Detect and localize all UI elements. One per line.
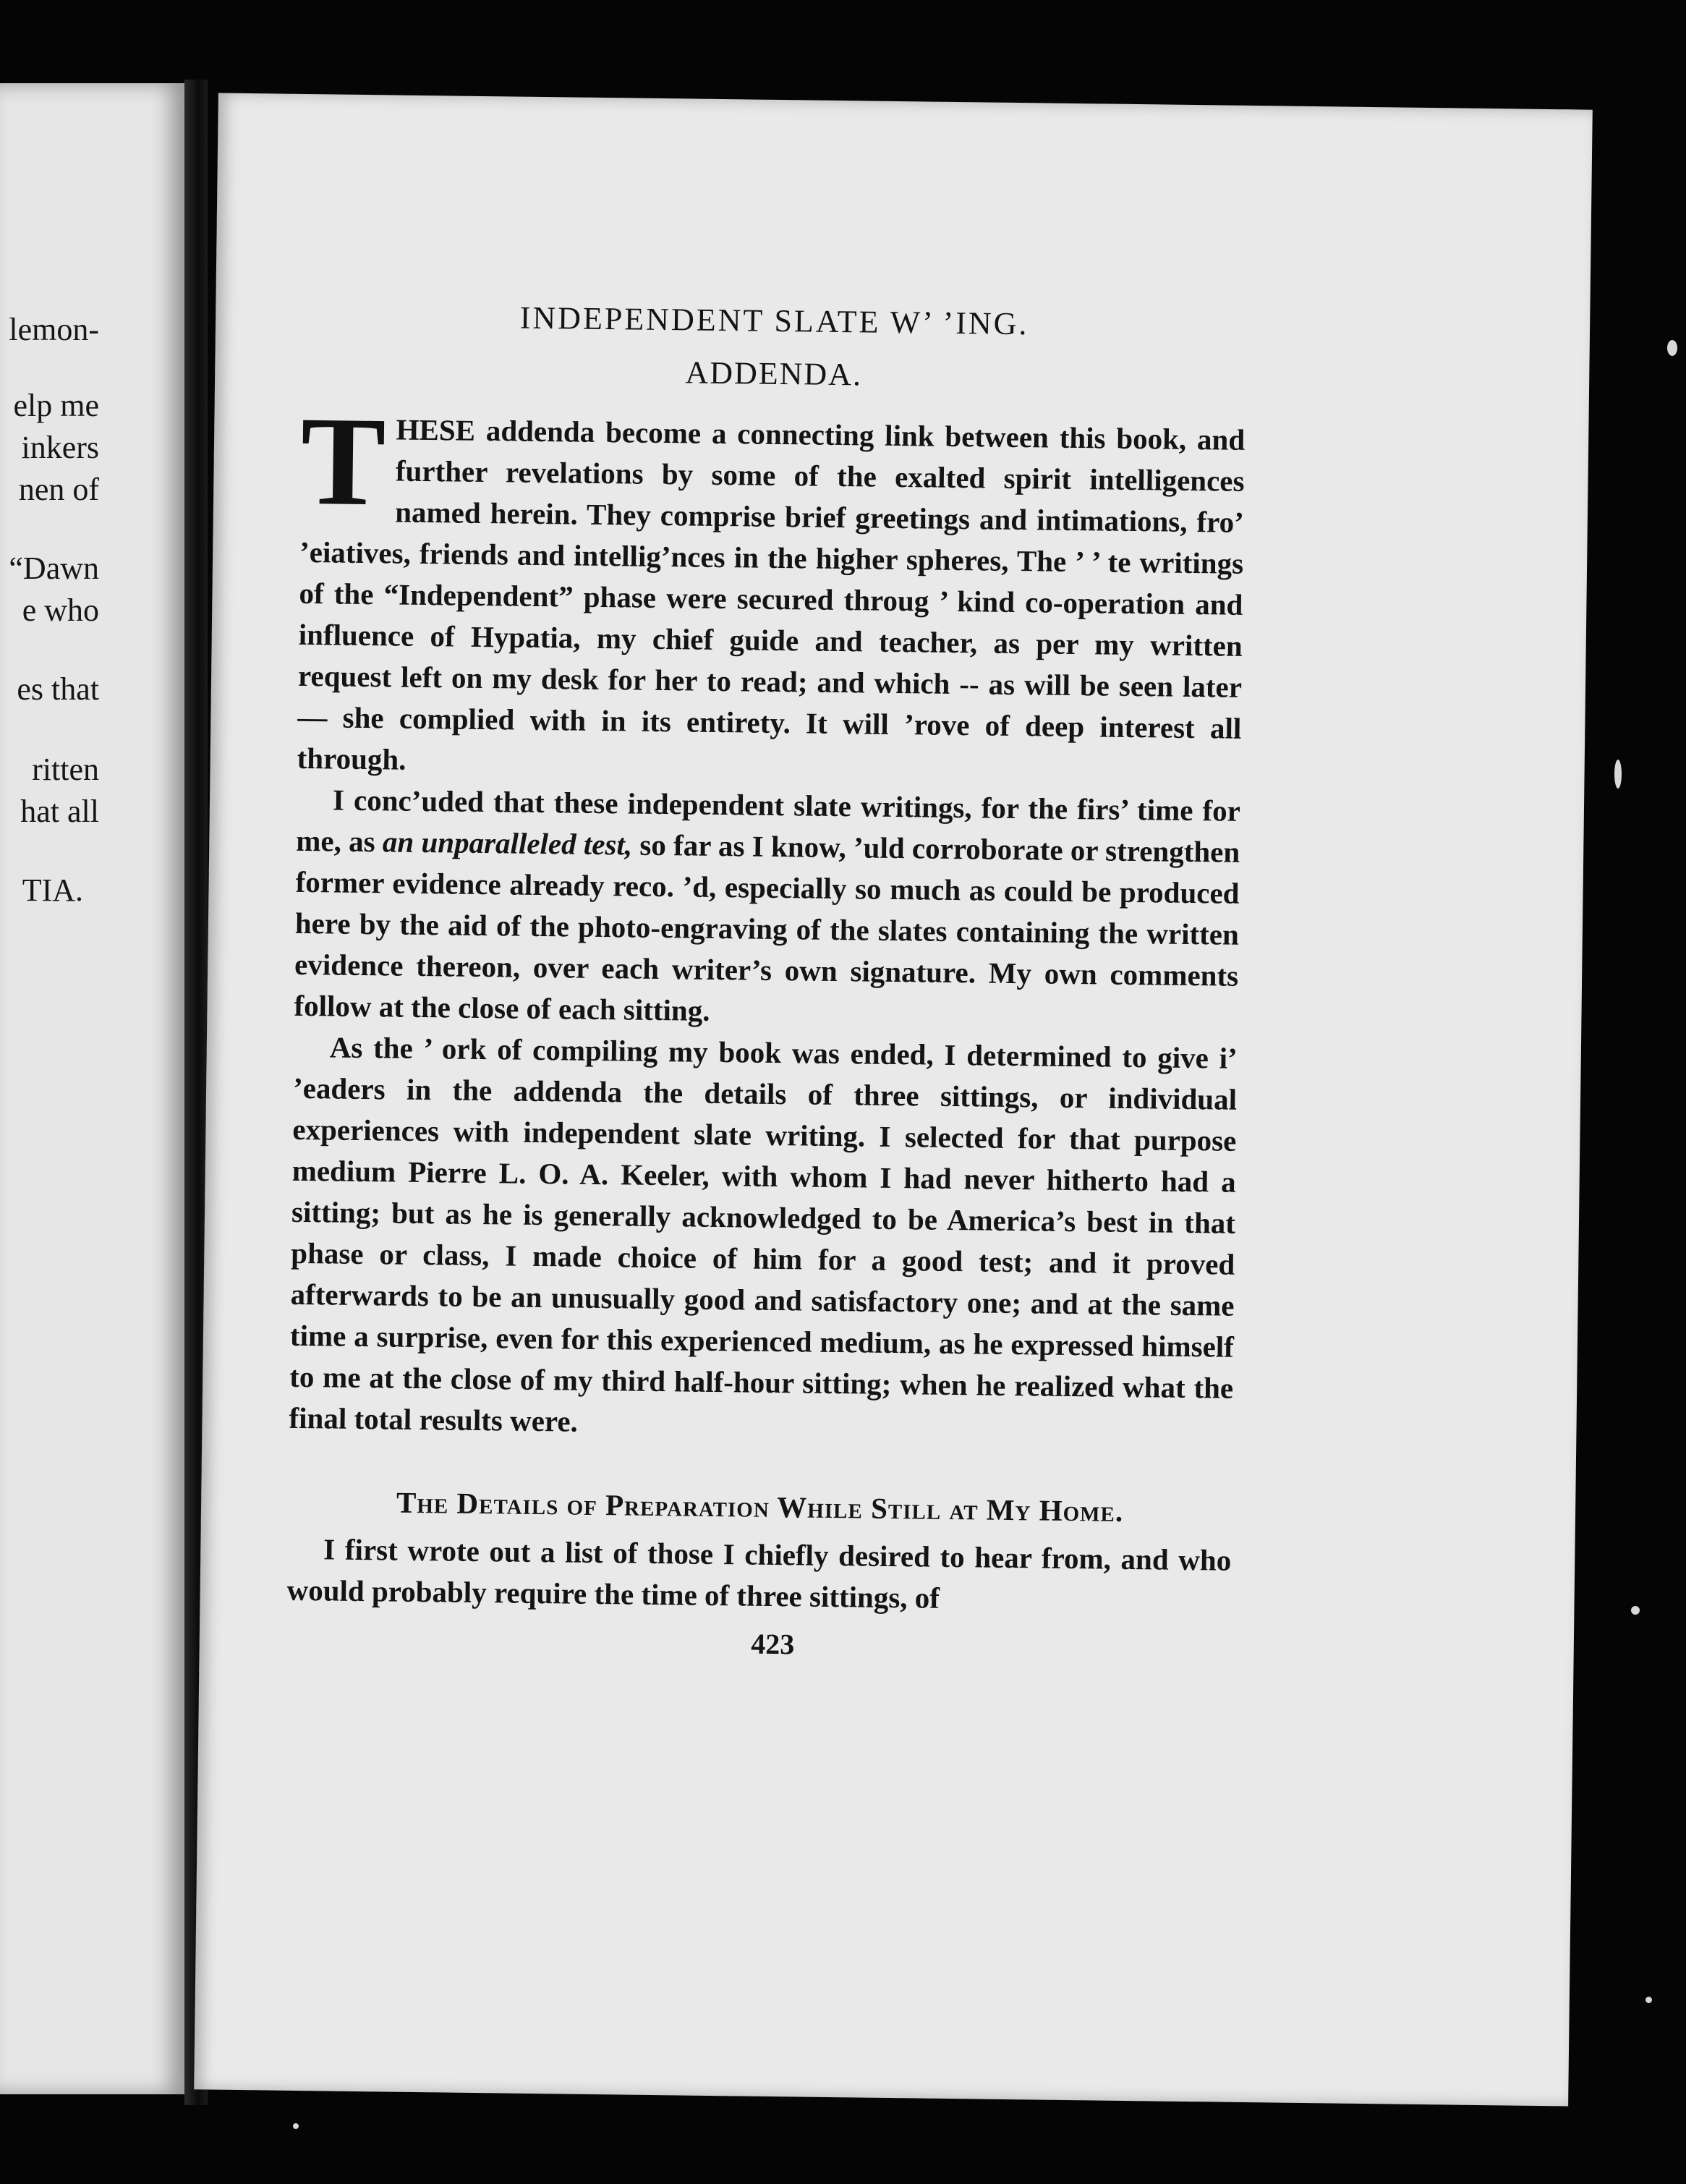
right-page [194,93,1593,2106]
running-head: INDEPENDENT SLATE W’ ’ING. [519,299,1029,342]
left-page-line: elp me [13,388,99,423]
scan-speck [1614,760,1622,789]
left-page-line: e who [22,592,99,628]
left-page-line: inkers [21,430,99,465]
paragraph-1 [297,390,1246,791]
paragraph-2-after: so far as I know, ’uld corroborate or strengthen former evidence already reco. ’d, especially so much as could be produced here by the aid of the photo-engraving of the slates containing the written evidence thereon, over each writer’s own signature. My own comments follow at the close of each sitting. [294,828,1240,1027]
left-page-line: nen of [18,472,99,507]
page-content [286,297,1247,1667]
left-page-line: “Dawn [9,551,99,586]
left-page-line: TIA. [22,872,83,908]
paragraph-3: As the ’ ork of compiling my book was ended, I determined to give i’ ’eaders in the addenda the details of three sittings, or individual experiences with independent slate writing. I selected for that purpose medium Pierre L. O. A. Keeler, with whom I had never hitherto had a sitting; but as he is generally acknowledged to be America’s best in that phase or class, I made choice of him for a good test; and it proved afterwards to be an unusually good and satisfactory one; and at the same time a surprise, even for this experienced medium, as he expressed himself to me at the close of my third half-hour sitting; when he realized what the final total results were. [289,1030,1238,1438]
left-page-line: es that [17,671,99,707]
paragraph-1-text: HESE addenda become a connecting link between this book, and further revelations by some of the exalted spirit intelligences named herein. They comprise brief greetings and intimations, fro’ ’eiatives, friends and intellig’nces in the higher spheres, The ’ ’ te writings of the “Independent” phase were secured throug ’ kind co-operation and influence of Hypatia, my chief guide and teacher, as per my written request left on my desk for her to read; and which -- as will be seen later — she complied with in its entirety. It will ’rove of deep interest all through. [297,412,1246,776]
drop-cap: T [299,390,387,533]
left-facing-page [0,83,184,2094]
page-number: 423 [751,1627,795,1661]
section-title: ADDENDA. [685,354,863,393]
paragraph-2-before: I conc’uded that these independent slate writings, for the firs’ time for me, as [296,783,1241,859]
scan-speck [293,2123,299,2129]
subheading: The Details of Preparation While Still at My Home. [396,1485,1124,1528]
scan-speck [1631,1606,1640,1615]
paragraph-2 [294,779,1240,1038]
scan-speck [1645,1997,1652,2003]
scan-speck [1667,340,1677,356]
left-page-line: ritten [32,752,99,787]
left-page-line: hat all [20,794,99,829]
left-page-line: lemon- [9,312,99,347]
paragraph-2-emphasis: an unparalleled test, [382,825,633,862]
paragraph-4: I first wrote out a list of those I chiefly desired to hear from, and who would probably require the time of three sittings, of [286,1532,1232,1615]
